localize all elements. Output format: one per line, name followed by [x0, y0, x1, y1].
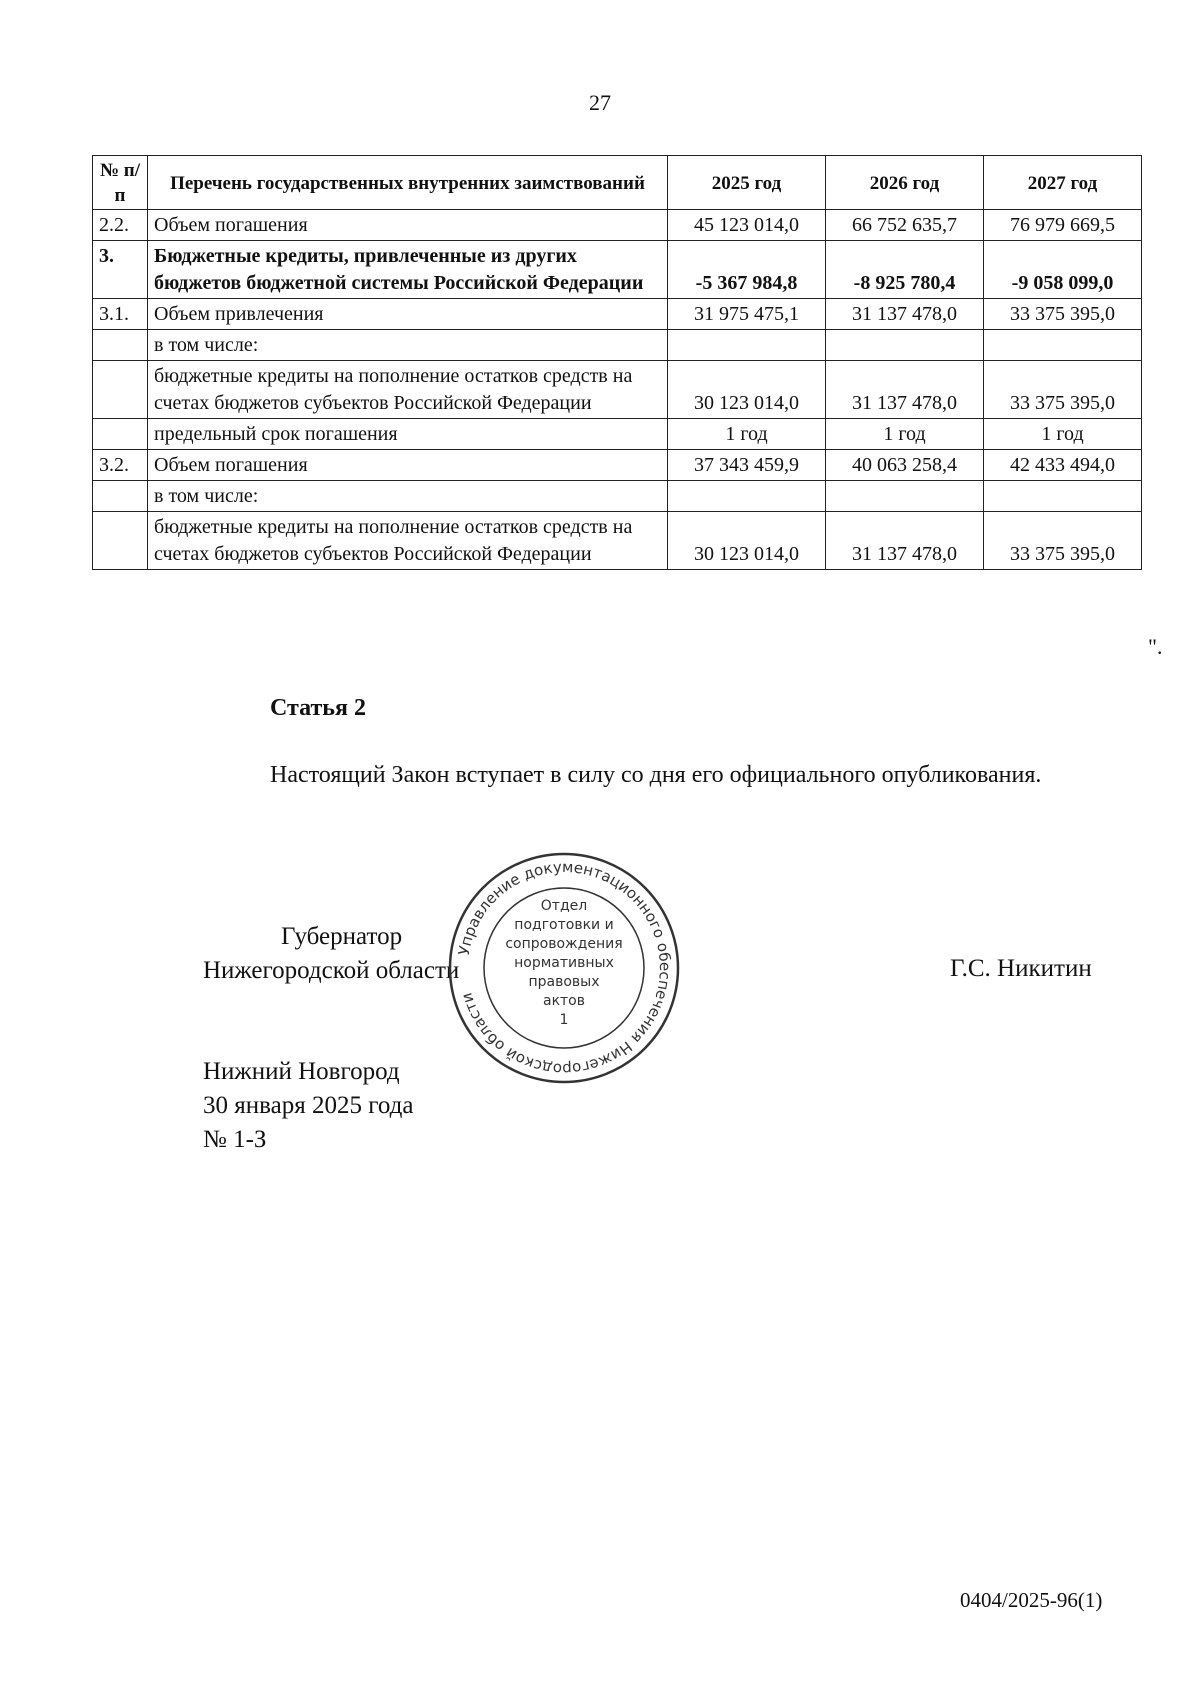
- table-row: [93, 361, 1142, 419]
- document-code: 0404/2025-96(1): [960, 1588, 1103, 1612]
- row-number: 3.: [93, 241, 148, 299]
- page-number: 27: [589, 90, 611, 115]
- seal-ring-text: Управление документационного обеспечения Нижегородской области: [454, 857, 675, 1079]
- row-value-2026: 31 137 478,0: [826, 299, 984, 330]
- row-number: [93, 361, 148, 419]
- seal-center-line: правовых: [528, 974, 600, 990]
- official-seal: [448, 852, 680, 1084]
- row-number: [93, 512, 148, 570]
- row-number: 3.1.: [93, 299, 148, 330]
- table-body: [93, 210, 1142, 570]
- table-row: [93, 481, 1142, 512]
- row-name: в том числе:: [148, 481, 668, 512]
- seal-center-line: актов: [542, 993, 586, 1009]
- row-name: предельный срок погашения: [148, 419, 668, 450]
- header-number: № п/п: [93, 156, 148, 210]
- signer-position-line1: Губернатор: [281, 923, 403, 950]
- row-value-2026: 31 137 478,0: [826, 512, 984, 570]
- row-value-2026: 40 063 258,4: [826, 450, 984, 481]
- row-value-2025: 31 975 475,1: [668, 299, 826, 330]
- header-2026: 2026 год: [826, 156, 984, 210]
- row-value-2026: [826, 330, 984, 361]
- place-date-block: [203, 1055, 413, 1157]
- closing-quote: ".: [1148, 634, 1163, 659]
- seal-center-line: 1: [559, 1012, 569, 1028]
- seal-center-line: Отдел: [540, 898, 588, 914]
- table-row: [93, 419, 1142, 450]
- header-2027: 2027 год: [984, 156, 1142, 210]
- row-value-2027: -9 058 099,0: [984, 241, 1142, 299]
- row-value-2027: 33 375 395,0: [984, 361, 1142, 419]
- signer-position: [203, 920, 459, 988]
- row-value-2027: [984, 481, 1142, 512]
- row-value-2027: 33 375 395,0: [984, 512, 1142, 570]
- row-value-2027: [984, 330, 1142, 361]
- table-header-row: [93, 156, 1142, 210]
- row-value-2027: 42 433 494,0: [984, 450, 1142, 481]
- row-number: 3.2.: [93, 450, 148, 481]
- seal-center-line: подготовки и: [514, 917, 614, 933]
- row-value-2026: 66 752 635,7: [826, 210, 984, 241]
- table-row: [93, 241, 1142, 299]
- row-value-2025: 1 год: [668, 419, 826, 450]
- row-name: Бюджетные кредиты, привлеченные из других бюджетов бюджетной системы Российской Федерации: [148, 241, 668, 299]
- row-value-2025: -5 367 984,8: [668, 241, 826, 299]
- signer-name: Г.С. Никитин: [950, 955, 1092, 982]
- law-number: № 1-З: [203, 1126, 267, 1153]
- header-name: Перечень государственных внутренних заимствований: [148, 156, 668, 210]
- row-value-2026: [826, 481, 984, 512]
- row-number: 2.2.: [93, 210, 148, 241]
- row-value-2026: -8 925 780,4: [826, 241, 984, 299]
- row-name: в том числе:: [148, 330, 668, 361]
- header-2025: 2025 год: [668, 156, 826, 210]
- row-value-2027: 33 375 395,0: [984, 299, 1142, 330]
- article-title: Статья 2: [270, 695, 366, 721]
- row-value-2025: 37 343 459,9: [668, 450, 826, 481]
- row-value-2025: 30 123 014,0: [668, 512, 826, 570]
- row-name: бюджетные кредиты на пополнение остатков средств на счетах бюджетов субъектов Российской Федерации: [148, 512, 668, 570]
- date: 30 января 2025 года: [203, 1092, 414, 1119]
- city: Нижний Новгород: [203, 1058, 400, 1085]
- article-text: Настоящий Закон вступает в силу со дня его официального опубликования.: [270, 762, 1042, 788]
- table-row: [93, 210, 1142, 241]
- table-row: [93, 330, 1142, 361]
- row-value-2026: 31 137 478,0: [826, 361, 984, 419]
- borrowings-table: [92, 155, 1142, 570]
- row-name: Объем привлечения: [148, 299, 668, 330]
- row-number: [93, 419, 148, 450]
- row-value-2025: [668, 330, 826, 361]
- row-name: Объем погашения: [148, 450, 668, 481]
- row-value-2026: 1 год: [826, 419, 984, 450]
- row-name: бюджетные кредиты на пополнение остатков средств на счетах бюджетов субъектов Российской Федерации: [148, 361, 668, 419]
- row-value-2027: 76 979 669,5: [984, 210, 1142, 241]
- table-row: [93, 450, 1142, 481]
- row-value-2027: 1 год: [984, 419, 1142, 450]
- signer-position-line2: Нижегородской области: [203, 957, 460, 984]
- seal-center-line: нормативных: [514, 955, 614, 971]
- seal-center-line: сопровождения: [505, 936, 623, 952]
- borrowings-table-wrap: [92, 155, 1142, 570]
- row-number: [93, 481, 148, 512]
- row-number: [93, 330, 148, 361]
- row-name: Объем погашения: [148, 210, 668, 241]
- row-value-2025: 30 123 014,0: [668, 361, 826, 419]
- table-row: [93, 299, 1142, 330]
- row-value-2025: [668, 481, 826, 512]
- row-value-2025: 45 123 014,0: [668, 210, 826, 241]
- table-row: [93, 512, 1142, 570]
